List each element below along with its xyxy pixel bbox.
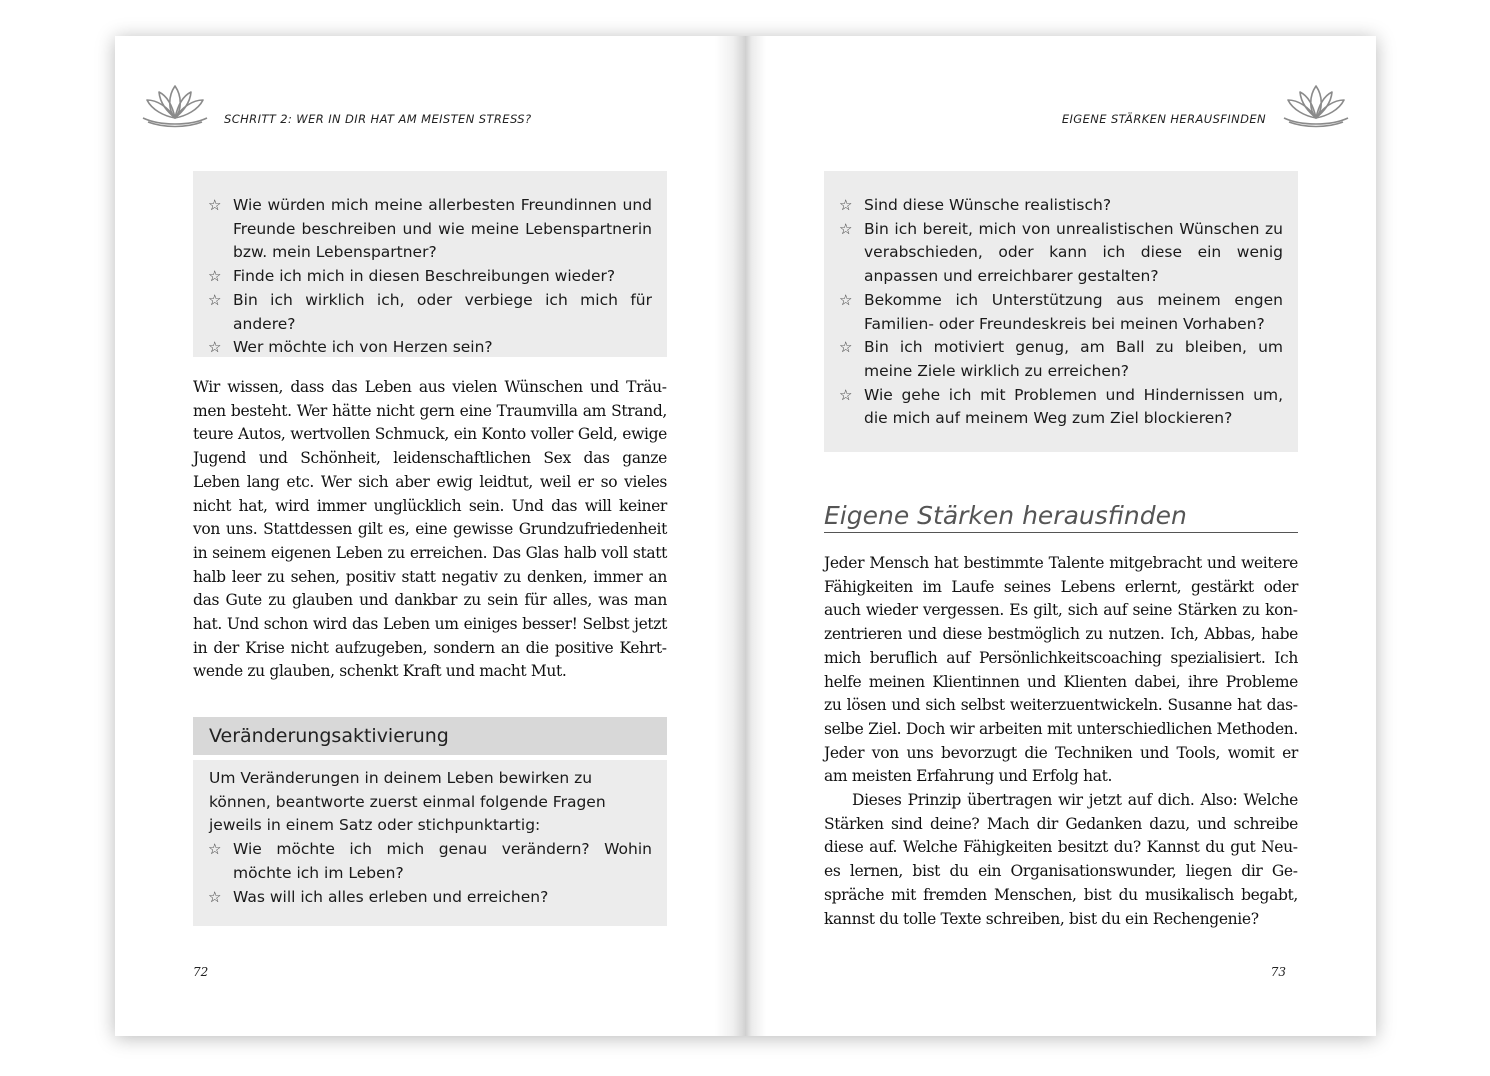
star-icon: ☆ (839, 385, 853, 404)
question-box (824, 171, 1298, 452)
list-item (208, 336, 652, 360)
question-box (193, 171, 667, 357)
list-item (208, 265, 652, 289)
left-page (115, 36, 746, 1036)
question-text: Bekomme ich Unterstützung aus meinem engen Familien- oder Freundeskreis bei meinen Vorhaben? (864, 290, 1283, 333)
section-heading: Eigene Stärken herausfinden (824, 501, 1298, 533)
question-text: Wie würden mich meine allerbesten Freundinnen und Freunde beschreiben und wie meine Lebenspartnerin bzw. mein Lebenspartner? (233, 196, 652, 262)
exercise-box (193, 760, 667, 926)
exercise-title: Veränderungsaktivierung (193, 717, 667, 755)
list-item (208, 194, 652, 265)
question-text: Bin ich motiviert genug, am Ball zu bleiben, um meine Ziele wirklich zu erreichen? (864, 338, 1283, 380)
list-item (208, 838, 652, 885)
right-page (746, 36, 1376, 1036)
star-icon: ☆ (208, 338, 222, 357)
list-item (839, 289, 1283, 336)
question-text: Bin ich bereit, mich von unrealistischen Wünschen zu verabschieden, oder kann ich diese ein wenig anpassen und erreichbarer gestalten? (864, 219, 1283, 286)
question-text: Finde ich mich in diesen Beschreibungen wieder? (233, 267, 616, 286)
star-icon: ☆ (208, 196, 222, 214)
exercise-intro: Um Veränderungen in deinem Leben bewirken zu können, beantworte zuerst einmal folgende Fragen jeweils in einem Satz oder stichpunktartig: (209, 769, 606, 835)
question-text: Wie gehe ich mit Problemen und Hindernissen um, die mich auf meinem Weg zum Ziel blockieren? (864, 385, 1283, 428)
star-icon: ☆ (208, 290, 222, 309)
star-icon: ☆ (208, 267, 222, 286)
lotus-icon (1281, 80, 1351, 130)
star-icon: ☆ (839, 338, 853, 357)
star-icon: ☆ (208, 840, 222, 859)
star-icon: ☆ (839, 196, 853, 214)
question-text: Was will ich alles erleben und erreichen? (233, 887, 549, 906)
list-item (839, 218, 1283, 289)
star-icon: ☆ (839, 219, 853, 238)
question-text: Sind diese Wünsche realistisch? (864, 196, 1112, 214)
running-head: SCHRITT 2: WER IN DIR HAT AM MEISTEN STRESS? (224, 112, 532, 126)
body-text (824, 552, 1298, 931)
book-spread (115, 36, 1376, 1036)
body-paragraph: Wir wissen, dass das Leben aus vielen Wünschen und Träumen besteht. Wer hätte nicht gern eine Traumvilla am Strand, teure Autos, wertvollen Schmuck, ein Konto voller Geld, ewige Jugend und Schönheit, leidenschaftlichen Sex das ganze Leben lang etc. Wer sich aber ewig leidtut, weil er so vieles nicht hat, wird immer unglücklich sein. Und das will keiner von uns. Stattdessen gilt es, eine gewisse Grundzufriedenheit in seinem eigenen Leben zu erreichen. Das Glas halb voll statt halb leer zu sehen, positiv statt negativ zu denken, immer an das Gute zu glauben und dankbar zu sein für alles, was man hat. Und schon wird das Leben um einiges besser! Selbst jetzt in der Krise nicht aufzugeben, sondern an die positive Kehrtwende zu glauben, schenkt Kraft und macht Mut. (193, 378, 667, 681)
page-number: 72 (193, 965, 209, 979)
list-item (839, 336, 1283, 383)
body-paragraph: Dieses Prinzip übertragen wir jetzt auf dich. Also: Welche Stärken sind deine? Mach dir Gedanken dazu, und schreibe diese auf. Welche Fähigkeiten besitzt du? Kannst du gut Neues lernen, bist du ein Organisationswunder, liegen dir Gespräche mit fremden Menschen, bist du musikalisch begabt, kannst du tolle Texte schreiben, bist du ein Rechengenie? (824, 791, 1298, 928)
star-icon: ☆ (839, 290, 853, 309)
question-text: Bin ich wirklich ich, oder verbiege ich mich für andere? (233, 290, 652, 333)
page-number: 73 (1270, 965, 1286, 979)
body-paragraph: Jeder Mensch hat bestimmte Talente mitgebracht und weitere Fähigkeiten im Laufe seines Lebens erlernt, gestärkt oder auch wieder vergessen. Es gilt, sich auf seine Stärken zu konzentrieren und diese bestmöglich zu nutzen. Ich, Abbas, habe mich beruflich auf Persönlichkeitscoaching spezialisiert. Ich helfe meinen Klientinnen und Klienten dabei, ihre Probleme zu lösen und sich selbst weiterzuentwickeln. Susanne hat dasselbe Ziel. Doch wir arbeiten mit unterschiedlichen Methoden. Jeder von uns bevorzugt die Techniken und Tools, womit er am meisten Erfahrung und Erfolg hat. (824, 554, 1298, 786)
question-text: Wie möchte ich mich genau verändern? Wohin möchte ich im Leben? (233, 840, 652, 882)
question-text: Wer möchte ich von Herzen sein? (233, 338, 493, 357)
list-item (208, 886, 652, 910)
list-item (208, 289, 652, 336)
list-item (839, 384, 1283, 431)
lotus-icon (140, 80, 210, 130)
list-item (839, 194, 1283, 218)
star-icon: ☆ (208, 887, 222, 906)
running-head: EIGENE STÄRKEN HERAUSFINDEN (1061, 112, 1266, 126)
